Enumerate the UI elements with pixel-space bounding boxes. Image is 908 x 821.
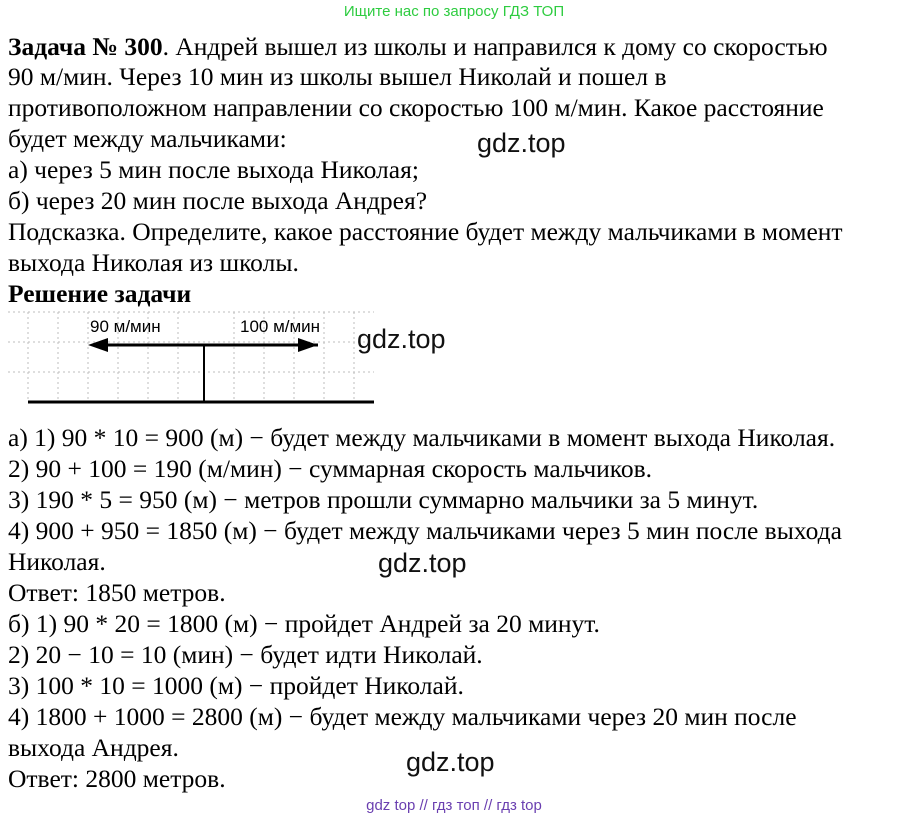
solution-b-step-4-cont: выхода Андрея.	[8, 733, 179, 762]
task-line-1-rest: . Андрей вышел из школы и направился к дому со скоростью	[162, 32, 828, 61]
task-line-7: Подсказка. Определите, какое расстояние будет между мальчиками в момент	[8, 217, 843, 246]
motion-diagram	[8, 308, 380, 408]
watermark: gdz.top	[357, 324, 446, 354]
task-title: Задача № 300	[8, 32, 163, 61]
solution-b-step-3: 3) 100 * 10 = 1000 (м) − пройдет Николай.	[8, 671, 464, 700]
solution-b-step-1: б) 1) 90 * 20 = 1800 (м) − пройдет Андрей за 20 минут.	[8, 609, 600, 638]
watermark: gdz.top	[406, 747, 495, 777]
right-arrowhead	[298, 338, 318, 352]
watermark: gdz.top	[477, 128, 566, 158]
left-speed-label: 90 м/мин	[90, 317, 161, 336]
task-line-3: противоположном направлении со скоростью 100 м/мин. Какое расстояние	[8, 93, 824, 122]
solution-heading: Решение задачи	[8, 279, 192, 308]
solution-a-step-1: а) 1) 90 * 10 = 900 (м) − будет между мальчиками в момент выхода Николая.	[8, 423, 836, 452]
solution-b-answer: Ответ: 2800 метров.	[8, 764, 226, 793]
solution-a-step-4-cont: Николая.	[8, 547, 106, 576]
task-line-2: 90 м/мин. Через 10 мин из школы вышел Николай и пошел в	[8, 62, 667, 91]
bottom-banner[interactable]: gdz top // гдз топ // гдз top	[366, 797, 542, 814]
task-line-1	[8, 32, 828, 62]
solution-b-step-4: 4) 1800 + 1000 = 2800 (м) − будет между мальчиками через 20 мин после	[8, 702, 797, 731]
solution-a-step-2: 2) 90 + 100 = 190 (м/мин) − суммарная скорость мальчиков.	[8, 454, 653, 483]
solution-a-step-3: 3) 190 * 5 = 950 (м) − метров прошли суммарно мальчики за 5 минут.	[8, 485, 759, 514]
left-arrowhead	[88, 338, 108, 352]
solution-a-step-4: 4) 900 + 950 = 1850 (м) − будет между мальчиками через 5 мин после выхода	[8, 516, 842, 545]
top-banner[interactable]: Ищите нас по запросу ГДЗ ТОП	[343, 3, 565, 20]
task-line-5: а) через 5 мин после выхода Николая;	[8, 155, 419, 184]
solution-a-answer: Ответ: 1850 метров.	[8, 578, 226, 607]
task-line-4: будет между мальчиками:	[8, 124, 287, 153]
task-line-6: б) через 20 мин после выхода Андрея?	[8, 186, 428, 215]
task-line-8: выхода Николая из школы.	[8, 248, 299, 277]
solution-b-step-2: 2) 20 − 10 = 10 (мин) − будет идти Николай.	[8, 640, 483, 669]
right-speed-label: 100 м/мин	[240, 317, 321, 336]
watermark: gdz.top	[378, 548, 467, 578]
